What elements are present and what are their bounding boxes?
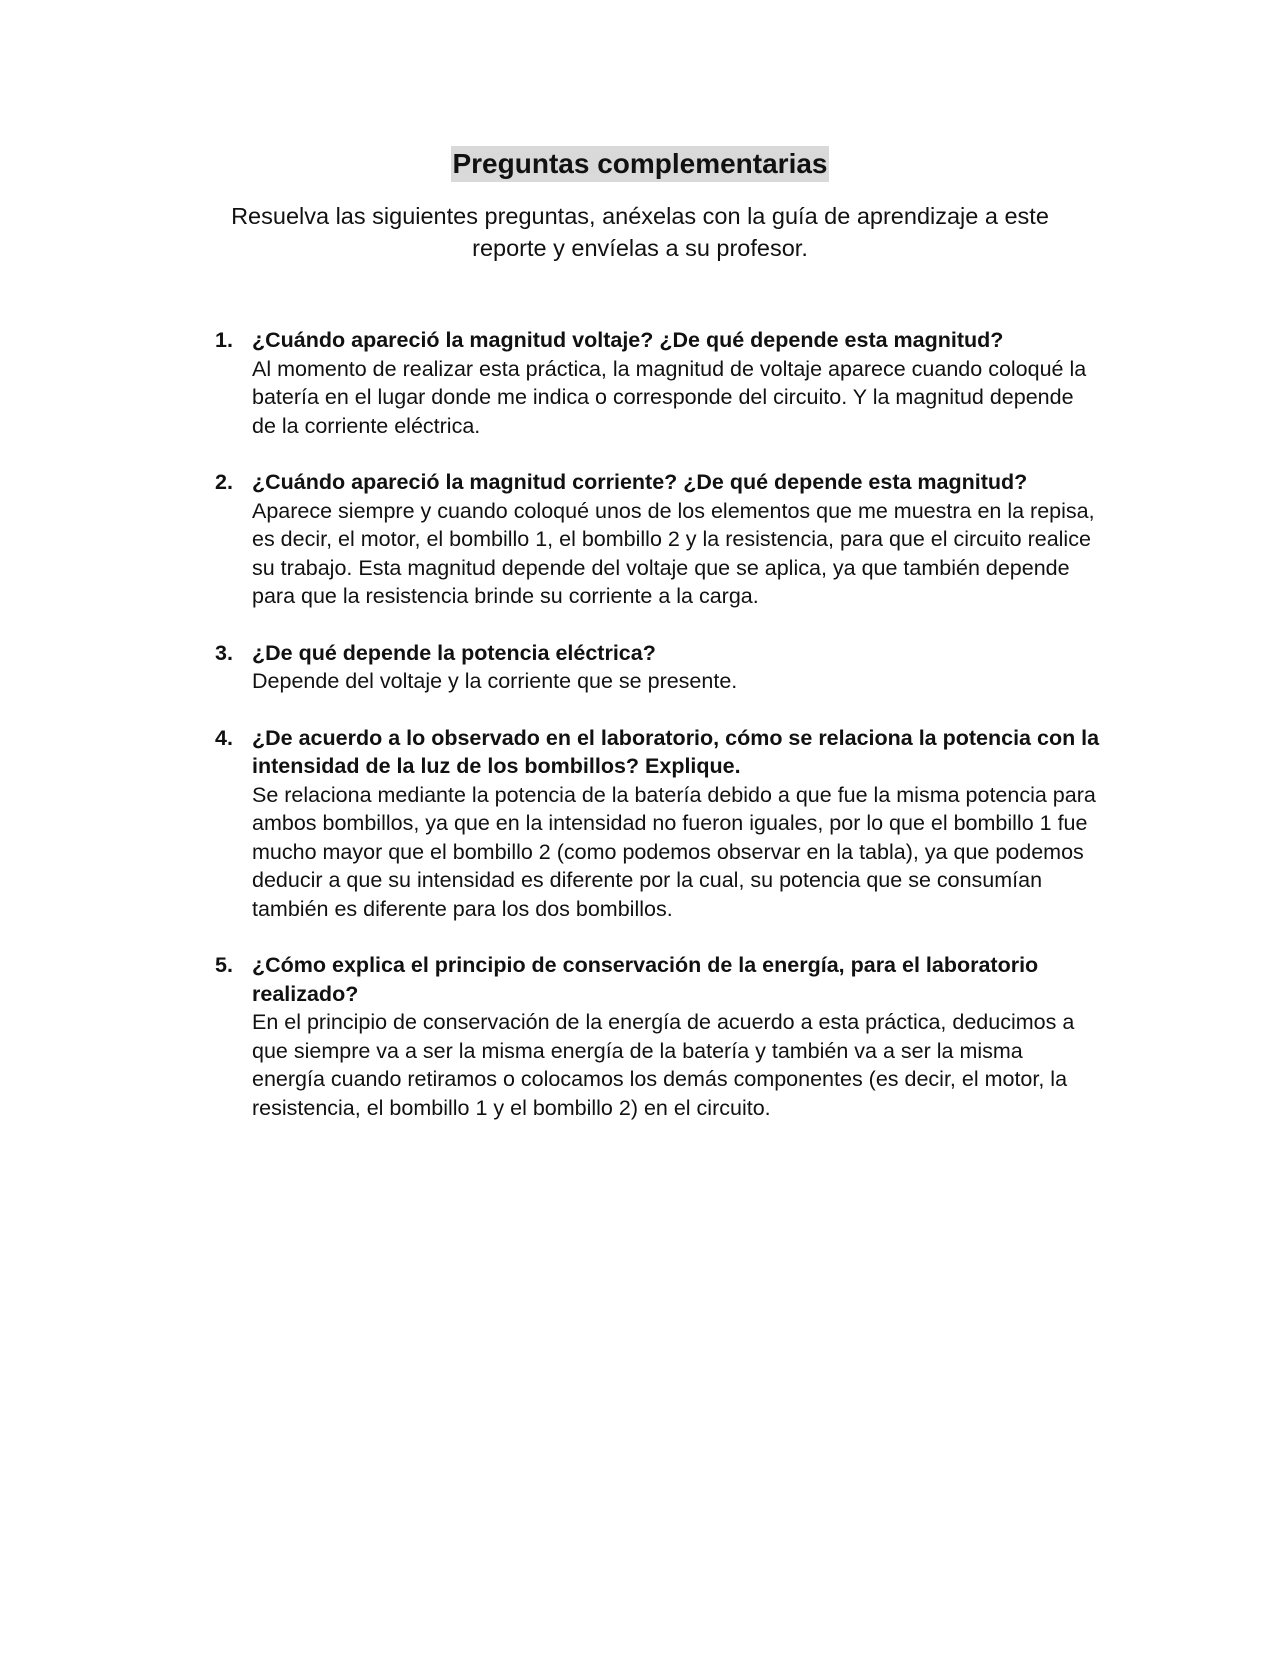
question-item-5 bbox=[200, 951, 1100, 1122]
question-item-2 bbox=[200, 468, 1100, 611]
answer-text: Se relaciona mediante la potencia de la batería debido a que fue la misma potencia para ambos bombillos, ya que en la intensidad no fueron iguales, por lo que el bombillo 1 fue mucho mayor que el bombillo 2 (como podemos observar en la tabla), ya que podemos deducir a que su intensidad es diferente por la cual, su potencia que se consumían también es diferente para los dos bombillos. bbox=[252, 782, 1096, 921]
question-number: 4. bbox=[215, 725, 233, 750]
question-text: ¿Cuándo apareció la magnitud corriente? ¿De qué depende esta magnitud? bbox=[252, 470, 1028, 494]
answer-text: En el principio de conservación de la energía de acuerdo a esta práctica, deducimos a que siempre va a ser la misma energía de la batería y también va a ser la misma energía cuando retiramos o colocamos los demás componentes (es decir, el motor, la resistencia, el bombillo 1 y el bombillo 2) en el circuito. bbox=[252, 1010, 1075, 1120]
question-text: ¿De qué depende la potencia eléctrica? bbox=[252, 640, 656, 665]
intro-paragraph bbox=[190, 200, 1090, 264]
question-text: ¿Cuándo apareció la magnitud voltaje? ¿De qué depende esta magnitud? bbox=[252, 328, 1004, 352]
answer-text: Depende del voltaje y la corriente que se presente. bbox=[252, 669, 738, 693]
question-text: ¿Cómo explica el principio de conservación de la energía, para el laboratorio realizado? bbox=[252, 953, 1039, 1006]
question-item-1 bbox=[200, 326, 1100, 440]
question-item-4 bbox=[200, 724, 1100, 924]
question-number: 5. bbox=[215, 953, 233, 977]
question-item-3 bbox=[200, 639, 1100, 696]
question-text: ¿De acuerdo a lo observado en el laboratorio, cómo se relaciona la potencia con la intensidad de la luz de los bombillos? Explique. bbox=[252, 725, 1100, 778]
question-number: 1. bbox=[215, 328, 233, 352]
page-title: Preguntas complementarias bbox=[451, 146, 828, 182]
title-container bbox=[0, 146, 1280, 182]
question-number: 2. bbox=[215, 470, 233, 494]
answer-text: Al momento de realizar esta práctica, la magnitud de voltaje aparece cuando coloqué la batería en el lugar donde me indica o corresponde del circuito. Y la magnitud depende de la corriente eléctrica. bbox=[252, 356, 1087, 438]
answer-text: Aparece siempre y cuando coloqué unos de los elementos que me muestra en la repisa, es decir, el motor, el bombillo 1, el bombillo 2 y la resistencia, para que el circuito realice su trabajo. Esta magnitud depende del voltaje que se aplica, ya que también depende para que la resistencia brinde su corriente a la carga. bbox=[252, 498, 1095, 608]
intro-line-2: reporte y envíelas a su profesor. bbox=[472, 235, 808, 261]
question-list bbox=[200, 326, 1100, 1150]
question-number: 3. bbox=[215, 640, 233, 665]
intro-line-1: Resuelva las siguientes preguntas, anéxelas con la guía de aprendizaje a este bbox=[231, 203, 1049, 229]
